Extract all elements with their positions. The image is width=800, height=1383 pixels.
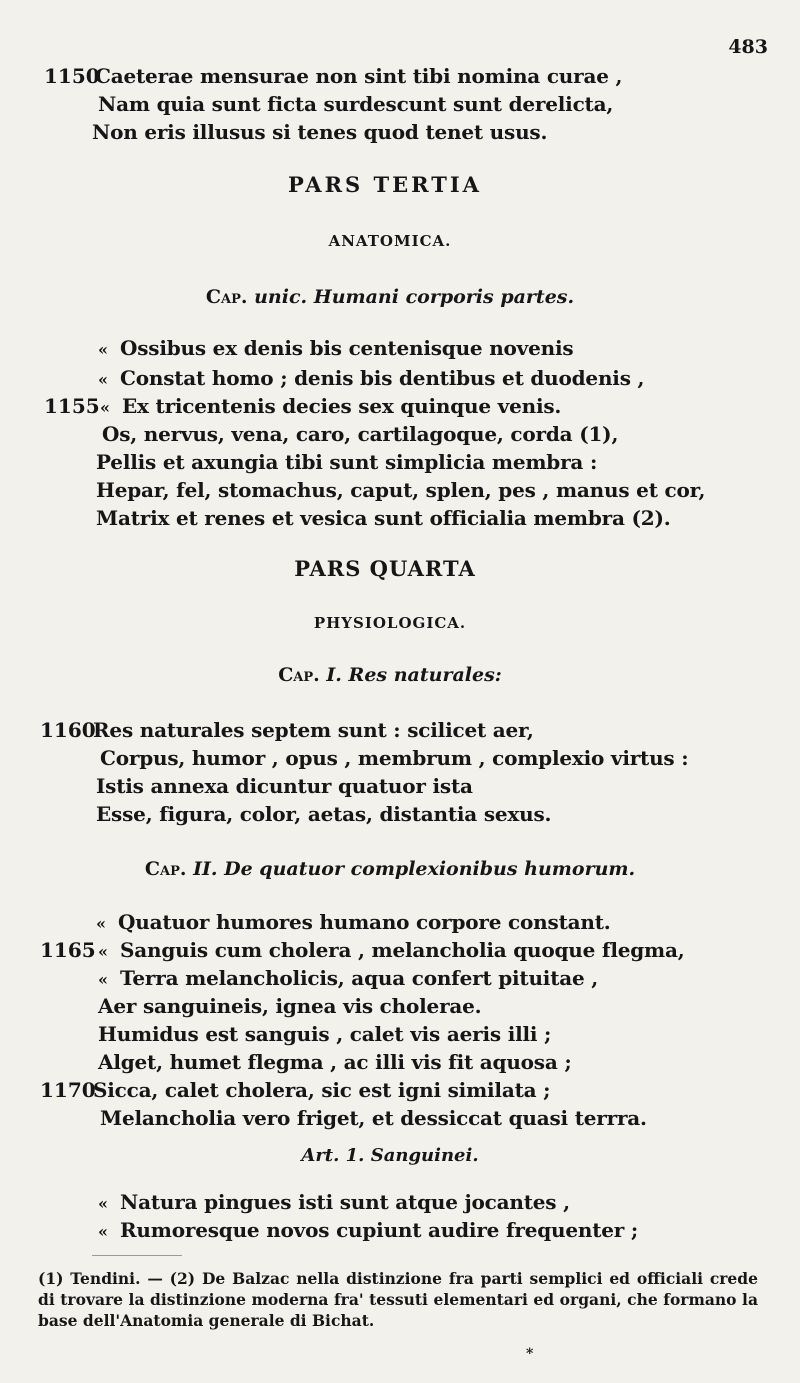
quote-mark: « [100,398,110,417]
verse-line: Res naturales septem sunt : scilicet aer, [93,718,534,742]
chapter-label: Cap. [144,858,187,880]
chapter-label: Cap. [278,664,320,686]
line-number: 1155 [44,394,100,418]
quote-mark: « [98,340,108,359]
verse-line: Hepar, fel, stomachus, caput, splen, pes , manus et cor, [96,478,706,502]
quote-mark: « [98,1194,108,1213]
quote-mark: « [98,942,108,961]
section-subtitle: ANATOMICA. [328,232,452,250]
verse-line: Esse, figura, color, aetas, distantia sexus. [96,802,552,826]
chapter-title: unic. Humani corporis partes. [254,286,575,308]
verse-line: Aer sanguineis, ignea vis cholerae. [98,994,482,1018]
section-title: PARS TERTIA [288,172,482,197]
verse-line: Istis annexa dicuntur quatuor ista [96,774,473,798]
verse-line: « Ossibus ex denis bis centenisque novenis [98,336,574,360]
verse-line: Non eris illusus si tenes quod tenet usus. [92,120,548,144]
verse-line: « Rumoresque novos cupiunt audire frequenter ; [98,1218,639,1242]
verse-line: Corpus, humor , opus , membrum , complexio virtus : [100,746,689,770]
quote-mark: « [98,370,108,389]
verse-line: « Quatuor humores humano corpore constant. [96,910,611,934]
verse-line: « Ex tricentenis decies sex quinque venis. [100,394,562,418]
verse-line: « Natura pingues isti sunt atque jocantes , [98,1190,570,1214]
page-number: 483 [728,36,768,58]
verse-line: Matrix et renes et vesica sunt officialia membra (2). [96,506,671,530]
signature-mark: * [526,1346,534,1362]
chapter-label: Cap. [205,286,248,308]
chapter-heading [0,286,780,308]
verse-line: Pellis et axungia tibi sunt simplicia membra : [96,450,598,474]
line-number: 1160 [40,718,96,742]
verse-line: Os, nervus, vena, caro, cartilagoque, corda (1), [102,422,619,446]
section-title: PARS QUARTA [294,556,476,581]
chapter-heading [0,664,780,686]
chapter-title: II. De quatuor complexionibus humorum. [193,858,636,880]
chapter-heading [0,858,780,880]
quote-mark: « [98,1222,108,1241]
verse-line: Melancholia vero friget, et dessiccat quasi terrra. [100,1106,647,1130]
verse-line: « Sanguis cum cholera , melancholia quoque flegma, [98,938,685,962]
verse-line: « Constat homo ; denis bis dentibus et duodenis , [98,366,645,390]
quote-mark: « [98,970,108,989]
line-number: 1165 [40,938,96,962]
section-subtitle: PHYSIOLOGICA. [313,614,467,632]
footnote-divider [92,1255,182,1256]
line-number: 1170 [40,1078,96,1102]
verse-line: « Terra melancholicis, aqua confert pituitae , [98,966,599,990]
line-number: 1150 [44,64,100,88]
verse-line: Alget, humet flegma , ac illi vis fit aquosa ; [98,1050,572,1074]
verse-line: Caeterae mensurae non sint tibi nomina curae , [95,64,623,88]
footnote: (1) Tendini. — (2) De Balzac nella distinzione fra parti semplici ed officiali crede di trovare la distinzione moderna fra' tessuti elementari ed organi, che formano la base dell'Anatomia generale di Bichat. [38,1269,758,1330]
article-heading: Art. 1. Sanguinei. [301,1145,479,1166]
quote-mark: « [96,914,106,933]
verse-line: Nam quia sunt ficta surdescunt sunt derelicta, [98,92,614,116]
chapter-title: I. Res naturales: [326,664,502,686]
verse-line: Sicca, calet cholera, sic est igni similata ; [93,1078,551,1102]
verse-line: Humidus est sanguis , calet vis aeris illi ; [98,1022,552,1046]
